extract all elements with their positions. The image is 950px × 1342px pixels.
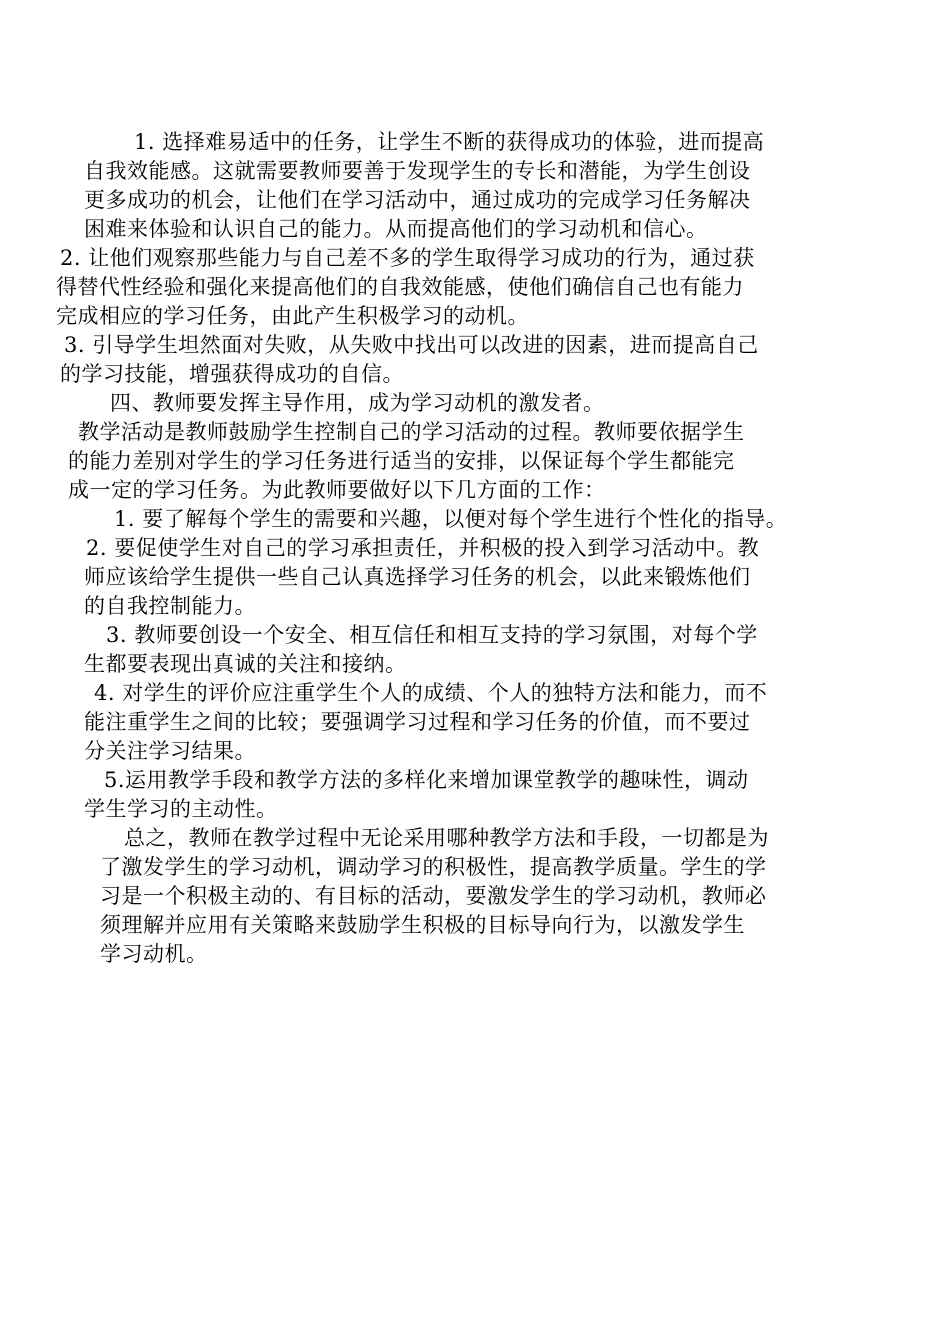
list-item-5-line-2: 学生学习的主动性。	[84, 797, 278, 821]
list-item-2-line-1: 2. 要促使学生对自己的学习承担责任，并积极的投入到学习活动中。教	[86, 536, 760, 560]
list-item-4-line-2: 能注重学生之间的比较；要强调学习过程和学习任务的价值，而不要过	[84, 710, 751, 734]
paragraph-1-line-4: 困难来体验和认识自己的能力。从而提高他们的学习动机和信心。	[84, 217, 708, 241]
list-item-2-line-2: 师应该给学生提供一些自己认真选择学习任务的机会，以此来锻炼他们	[84, 565, 751, 589]
list-item-3-line-1: 3. 教师要创设一个安全、相互信任和相互支持的学习氛围，对每个学	[106, 623, 758, 647]
paragraph-5-line-2: 的能力差别对学生的学习任务进行适当的安排，以保证每个学生都能完	[68, 449, 735, 473]
list-item-1	[84, 505, 884, 534]
conclusion-line-4: 须理解并应用有关策略来鼓励学生积极的目标导向行为，以激发学生	[100, 913, 745, 937]
paragraph-2-line-2: 得替代性经验和强化来提高他们的自我效能感，使他们确信自己也有能力	[56, 275, 744, 299]
list-item-5	[84, 766, 870, 824]
list-item-4-line-3: 分关注学习结果。	[84, 739, 256, 763]
list-item-2-line-3: 的自我控制能力。	[84, 594, 256, 618]
conclusion-line-3: 习是一个积极主动的、有目标的活动，要激发学生的学习动机，教师必	[100, 884, 767, 908]
paragraph-3-line-2: 的学习技能，增强获得成功的自信。	[60, 362, 404, 386]
list-item-4-line-1: 4. 对学生的评价应注重学生个人的成绩、个人的独特方法和能力，而不	[94, 681, 768, 705]
paragraph-5-line-1: 教学活动是教师鼓励学生控制自己的学习活动的过程。教师要依据学生	[78, 420, 745, 444]
conclusion-line-5: 学习动机。	[100, 942, 208, 966]
list-item-2	[84, 534, 870, 621]
list-item-3	[84, 621, 870, 679]
conclusion-paragraph	[100, 824, 870, 969]
paragraph-3-line-1: 3. 引导学生坦然面对失败，从失败中找出可以改进的因素，进而提高自己	[64, 333, 759, 357]
paragraph-1-line-1: 1. 选择难易适中的任务，让学生不断的获得成功的体验，进而提高	[134, 130, 765, 154]
paragraph-2	[56, 244, 870, 331]
paragraph-2-line-3: 完成相应的学习任务，由此产生积极学习的动机。	[56, 304, 529, 328]
list-item-4	[84, 679, 870, 766]
paragraph-1	[84, 128, 870, 244]
paragraph-3	[60, 331, 870, 389]
list-item-3-line-2: 生都要表现出真诚的关注和接纳。	[84, 652, 407, 676]
paragraph-2-line-1: 2. 让他们观察那些能力与自己差不多的学生取得学习成功的行为，通过获	[60, 246, 755, 270]
list-item-1-text: 1. 要了解每个学生的需要和兴趣，以便对每个学生进行个性化的指导。	[114, 507, 788, 531]
list-item-5-line-1: 5.运用教学手段和教学方法的多样化来增加课堂教学的趣味性，调动	[104, 768, 749, 792]
section-heading-4-text: 四、教师要发挥主导作用，成为学习动机的激发者。	[110, 391, 605, 415]
paragraph-5	[68, 418, 870, 505]
conclusion-line-2: 了激发学生的学习动机，调动学习的积极性，提高教学质量。学生的学	[100, 855, 767, 879]
paragraph-5-line-3: 成一定的学习任务。为此教师要做好以下几方面的工作：	[68, 478, 606, 502]
paragraph-1-line-2: 自我效能感。这就需要教师要善于发现学生的专长和潜能，为学生创设	[84, 159, 751, 183]
conclusion-line-1: 总之，教师在教学过程中无论采用哪种教学方法和手段，一切都是为	[124, 826, 769, 850]
section-heading-4	[110, 389, 870, 418]
paragraph-1-line-3: 更多成功的机会，让他们在学习活动中，通过成功的完成学习任务解决	[84, 188, 751, 212]
